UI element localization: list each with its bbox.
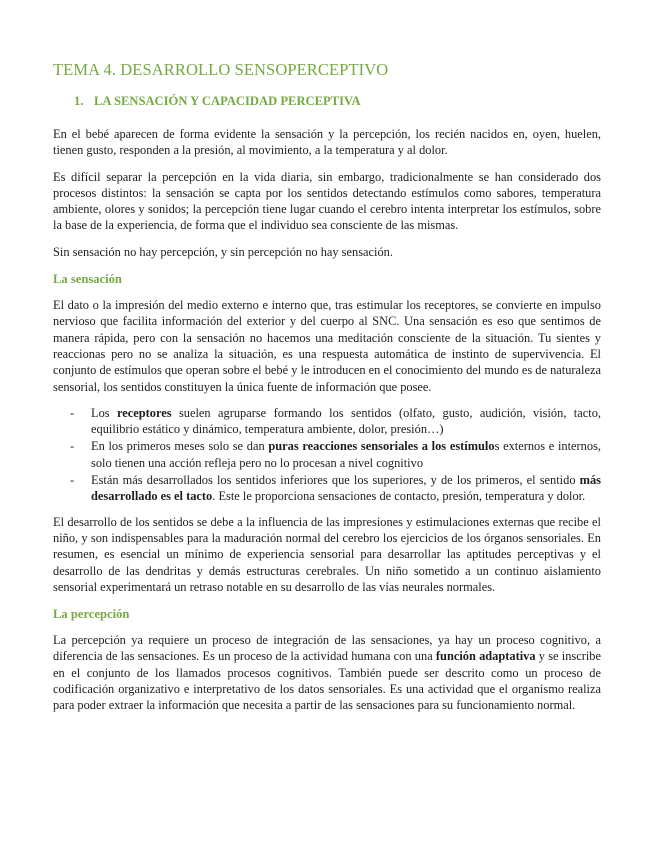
section-number: 1. (74, 94, 84, 108)
dash-bullet: - (70, 405, 75, 420)
intro-paragraph-3: Sin sensación no hay percepción, y sin percepción no hay sensación. (53, 244, 393, 259)
list-item-text: Los (91, 405, 117, 420)
list-item-bold: puras reacciones sensoriales a los estímulo (268, 439, 495, 454)
section-label: LA SENSACIÓN Y CAPACIDAD PERCEPTIVA (94, 94, 361, 108)
paragraph-text: y se inscribe en el conjunto de los llamados procesos cognitivos. También puede ser descrito como un proceso de codificación organizativo e interpretativo de los datos sensoriales. Es una actividad que el organismo realiza para poder extraer la información que necesita a partir de las sensaciones para su funcionamiento normal. (53, 649, 601, 713)
list-item-text: Están más desarrollados los sentidos inferiores que los superiores, y de los primeros, el sentido (91, 473, 580, 488)
paragraph-text: La percepción ya requiere un proceso de integración de las sensaciones, ya hay un proceso cognitivo, a diferencia de las sensaciones. Es un proceso de la actividad humana con una (53, 633, 601, 664)
intro-paragraph-2: Es difícil separar la percepción en la vida diaria, sin embargo, tradicionalmente se han considerado dos procesos distintos: la sensación se capta por los sentidos detectando estímulos como sabores, temperatura ambiente, olores y sonidos; la percepción tiene lugar cuando el cerebro intenta interpretar los estímulos, sobre la base de la experiencia, de forma que el individuo sea consciente de las mismas. (53, 169, 601, 233)
list-item (53, 405, 601, 438)
dash-bullet: - (70, 439, 75, 454)
sensacion-paragraph-1: El dato o la impresión del medio externo e interno que, tras estimular los receptores, se convierte en impulso nervioso que facilita información del exterior y del cuerpo al SNC. Una sensación es eso que sentimos de manera rápida, pero con la sensación no hacemos una meditación consciente de la situación. Tu sientes y reaccionas pero no se analiza la situación, es una respuesta automática de instinto de supervivencia. El conjunto de estímulos que operan sobre el bebé y le introducen en el conocimiento del mundo es de naturaleza sensorial, los sentidos constituyen la única fuente de información que posee. (53, 298, 601, 394)
list-item (53, 472, 601, 505)
section-heading (74, 94, 601, 109)
list-item (53, 438, 601, 471)
sensacion-paragraph-2: El desarrollo de los sentidos se debe a la influencia de las impresiones y estimulaciones externas que recibe el niño, y son indispensables para la maduración normal del cerebro los ejercicios de los órganos sensoriales. En resumen, es esencial un mínimo de experiencia sensorial para desarrollar las aptitudes perceptivas y el desarrollo de las dendritas y demás estructuras cerebrales. Un niño sometido a un continuo aislamiento sensorial experimentará un retraso notable en su desarrollo de las vías neurales normales. (53, 514, 601, 594)
intro-paragraph-1: En el bebé aparecen de forma evidente la sensación y la percepción, los recién nacidos en, oyen, huelen, tienen gusto, responden a la presión, al movimiento, a la temperatura y al dolor. (53, 127, 601, 158)
list-item-text: suelen agruparse formando los sentidos (olfato, gusto, audición, visión, tacto, equilibrio estático y dinámico, temperatura ambiente, dolor, presión…) (91, 405, 601, 437)
document-title: TEMA 4. DESARROLLO SENSOPERCEPTIVO (53, 60, 389, 79)
list-item-bold: receptores (116, 405, 172, 420)
list-item-text: En los primeros meses solo se dan (91, 439, 269, 454)
paragraph-bold: función adaptativa (435, 649, 536, 664)
list-item-text: s externos e internos, solo tienen una acción refleja pero no lo procesan a nivel cognitivo (91, 439, 601, 470)
list-item-text: . Este le proporciona sensaciones de contacto, presión, temperatura y dolor. (212, 489, 586, 504)
sensacion-bullet-list (53, 405, 601, 505)
percepcion-paragraph (53, 632, 601, 713)
list-item-bold: más desarrollado es el tacto (91, 473, 601, 504)
document-page (53, 60, 601, 724)
subheading-sensacion: La sensación (53, 272, 122, 287)
dash-bullet: - (70, 473, 75, 488)
subheading-percepcion: La percepción (53, 607, 130, 622)
